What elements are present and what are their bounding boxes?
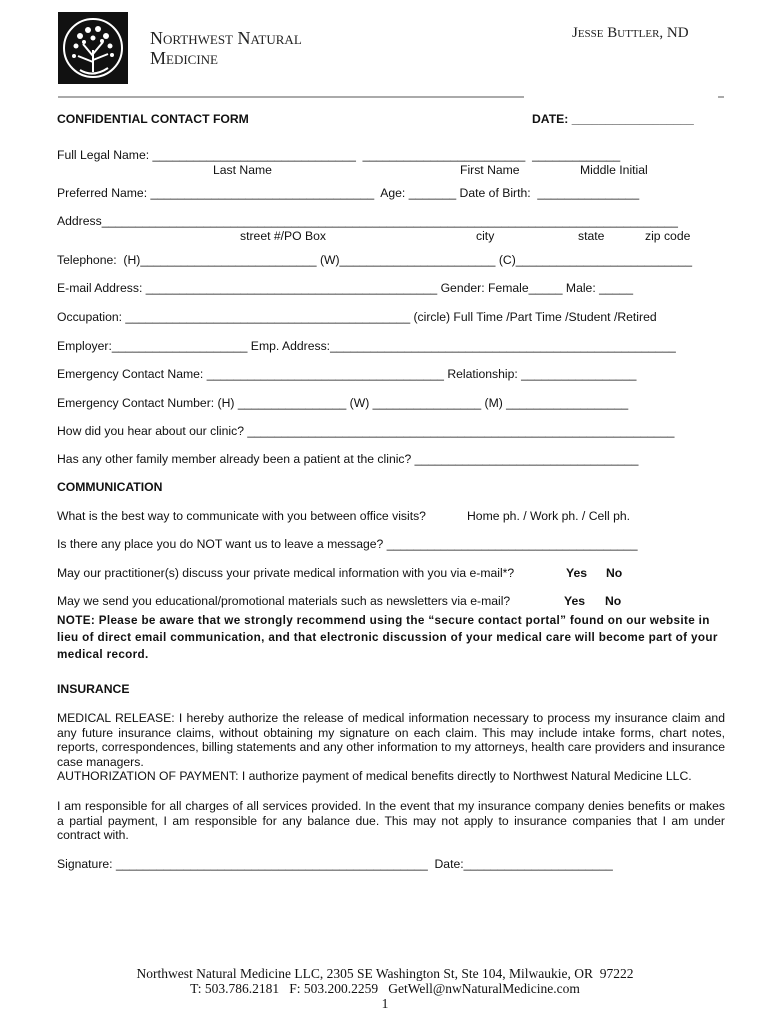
- preferred-name-field[interactable]: Preferred Name: _________________________________ Age: _______ Date of Birth: _______________: [57, 186, 640, 200]
- signature-field[interactable]: Signature: ______________________________________________ Date:______________________: [57, 857, 613, 871]
- best-way-question: What is the best way to communicate with you between office visits?: [57, 509, 426, 523]
- practitioner-name: Jesse Buttler, ND: [572, 25, 689, 41]
- no-message-field[interactable]: Is there any place you do NOT want us to leave a message? _____________________________________: [57, 537, 638, 551]
- email-discuss-no[interactable]: No: [606, 566, 623, 580]
- org-name-line2: Medicine: [150, 48, 218, 68]
- street-label: street #/PO Box: [240, 229, 327, 243]
- state-label: state: [578, 229, 605, 243]
- footer-address: Northwest Natural Medicine LLC, 2305 SE Washington St, Ste 104, Milwaukie, OR 97222: [136, 966, 634, 981]
- newsletters-question: May we send you educational/promotional materials such as newsletters via e-mail?: [57, 594, 511, 608]
- hear-about-field[interactable]: How did you hear about our clinic? _______________________________________________________________: [57, 424, 675, 438]
- employer-field[interactable]: Employer:____________________ Emp. Address:___________________________________________________: [57, 339, 676, 353]
- newsletters-no[interactable]: No: [605, 594, 622, 608]
- org-name-line1: Northwest Natural: [150, 28, 302, 48]
- portal-note: NOTE: Please be aware that we strongly recommend using the “secure contact portal” found on our website in lieu of direct email communication, and that electronic discussion of your medical care will become part of your medical record.: [57, 614, 718, 661]
- date-field[interactable]: DATE: __________________: [532, 112, 694, 126]
- logo: [58, 12, 128, 84]
- insurance-heading: INSURANCE: [57, 682, 130, 696]
- full-name-field[interactable]: Full Legal Name: ______________________________ ________________________ _____________: [57, 148, 621, 162]
- zip-label: zip code: [645, 229, 691, 243]
- header-divider-end: [718, 96, 724, 98]
- best-way-options[interactable]: Home ph. / Work ph. / Cell ph.: [467, 509, 631, 523]
- email-discuss-yes[interactable]: Yes: [566, 566, 588, 580]
- emergency-contact-name-field[interactable]: Emergency Contact Name: ___________________________________ Relationship: _________________: [57, 367, 637, 381]
- occupation-field[interactable]: Occupation: __________________________________________ (circle) Full Time /Part Time /Student /Retired: [57, 310, 657, 324]
- emergency-contact-number-field[interactable]: Emergency Contact Number: (H) ________________ (W) ________________ (M) __________________: [57, 396, 629, 410]
- address-field[interactable]: Address_____________________________________________________________________________________: [57, 214, 678, 228]
- city-label: city: [476, 229, 495, 243]
- medical-release-text: MEDICAL RELEASE: I hereby authorize the release of medical information necessary to process my insurance claim and any future insurance claims, without obtaining my signature on each claim. This may include intake forms, chart notes, reports, correspondences, billing statements and any other information to my attorneys, health care providers and insurance case managers.: [57, 711, 725, 769]
- email-gender-field[interactable]: E-mail Address: ___________________________________________ Gender: Female_____ Male: _____: [57, 281, 633, 295]
- communication-heading: COMMUNICATION: [57, 480, 163, 494]
- last-name-label: Last Name: [213, 163, 272, 177]
- email-discuss-question: May our practitioner(s) discuss your private medical information with you via e-mail*?: [57, 566, 515, 580]
- first-name-label: First Name: [460, 163, 520, 177]
- telephone-field[interactable]: Telephone: (H)__________________________ (W)_______________________ (C)__________________________: [57, 253, 692, 267]
- tree-logo-icon: [58, 12, 128, 84]
- newsletters-yes[interactable]: Yes: [564, 594, 586, 608]
- family-member-field[interactable]: Has any other family member already been a patient at the clinic? _________________________________: [57, 452, 639, 466]
- responsibility-text: I am responsible for all charges of all services provided. In the event that my insurance company denies benefits or makes a partial payment, I am responsible for any balance due. This may not apply to insurance companies that I am under contract with.: [57, 799, 725, 842]
- header-divider: [58, 96, 524, 98]
- form-title: CONFIDENTIAL CONTACT FORM: [57, 112, 249, 126]
- footer-contact: T: 503.786.2181 F: 503.200.2259 GetWell@nwNaturalMedicine.com: [190, 981, 580, 996]
- middle-initial-label: Middle Initial: [580, 163, 648, 177]
- page-number: 1: [381, 996, 389, 1011]
- authorization-text: AUTHORIZATION OF PAYMENT: I authorize payment of medical benefits directly to Northwest Natural Medicine LLC.: [57, 769, 692, 783]
